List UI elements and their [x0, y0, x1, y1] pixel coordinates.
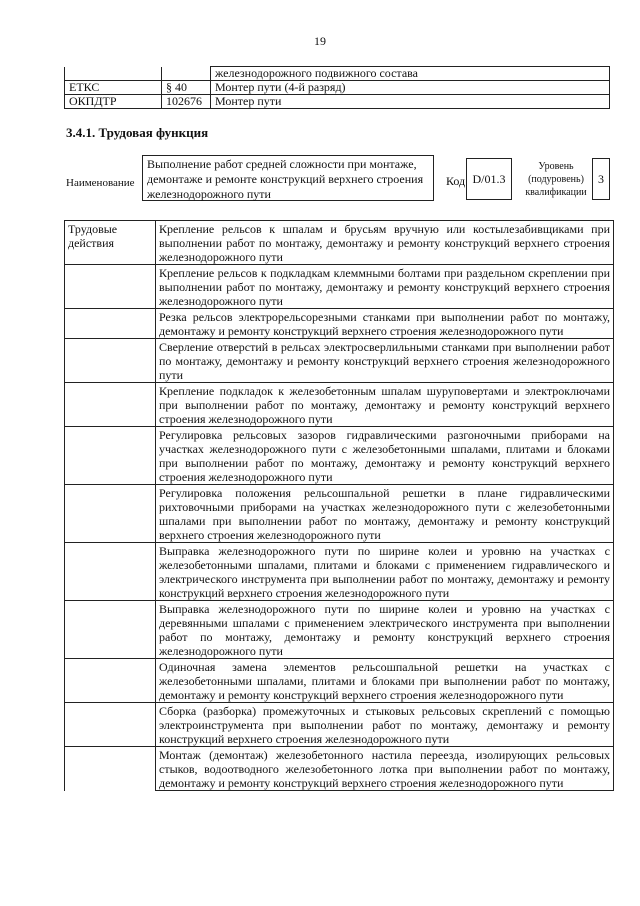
table-row — [65, 81, 610, 95]
labor-action-text: Выправка железнодорожного пути по ширине колеи и уровню на участках с железобетонными шпалами, плитами и блоками с применением гидравлического и электрического инструмента при выполнении работ по монтажу, демонтажу и ремонту конструкций верхнего строения железнодорожного пути — [156, 543, 614, 601]
function-name-value: Выполнение работ средней сложности при монтаже, демонтаже и ремонте конструкций верхнего строения железнодорожного пути — [142, 155, 434, 201]
labor-action-text: Выправка железнодорожного пути по ширине колеи и уровню на участках с деревянными шпалами с применением электрического инструмента при выполнении работ по монтажу, демонтажу и ремонту конструкций верхнего строения железнодорожного пути — [156, 601, 614, 659]
label-spacer — [65, 265, 156, 309]
name-label: Наименование — [66, 177, 135, 189]
page-number: 19 — [314, 34, 326, 48]
function-code-value: D/01.3 — [466, 158, 512, 200]
label-spacer — [65, 747, 156, 791]
labor-action-text: Резка рельсов электрорельсорезными станками при выполнении работ по монтажу, демонтажу и ремонту конструкций верхнего строения железнодорожного пути — [156, 309, 614, 339]
code-cell: ЕТКС — [65, 81, 162, 95]
table-row — [65, 309, 614, 339]
labor-action-text: Регулировка положения рельсошпальной решетки в плане гидравлическими рихтовочными приборами на участках железнодорожного пути с железобетонными шпалами при выполнении работ по монтажу, демонтажу и ремонту конструкций верхнего строения железнодорожного пути — [156, 485, 614, 543]
table-row — [65, 427, 614, 485]
table-row — [65, 601, 614, 659]
labor-action-text: Одиночная замена элементов рельсошпальной решетки на участках с железобетонными шпалами, плитами и блоками при выполнении работ по монтажу, демонтажу и ремонту конструкций верхнего строения железнодорожного пути — [156, 659, 614, 703]
labor-action-text: Регулировка рельсовых зазоров гидравлическими разгоночными приборами на участках железнодорожного пути с железобетонными шпалами, плитами и блоками при выполнении работ по монтажу, демонтажу и ремонту конструкций верхнего строения железнодорожного пути — [156, 427, 614, 485]
name-cell: железнодорожного подвижного состава — [211, 67, 610, 81]
labor-action-text: Сверление отверстий в рельсах электросверлильными станками при выполнении работ по монтажу, демонтажу и ремонту конструкций верхнего строения железнодорожного пути — [156, 339, 614, 383]
number-cell: 102676 — [162, 95, 211, 109]
labor-action-text: Монтаж (демонтаж) железобетонного настила переезда, изолирующих рельсовых стыков, водоотводного железобетонного лотка при выполнении работ по монтажу, демонтажу и ремонту конструкций верхнего строения железнодорожного пути — [156, 747, 614, 791]
label-spacer — [65, 601, 156, 659]
occupation-codes-table — [64, 66, 610, 109]
table-row — [65, 485, 614, 543]
table-row — [65, 221, 614, 265]
label-spacer — [65, 309, 156, 339]
labor-action-text: Крепление рельсов к шпалам и брусьям вручную или костылезабивщиками при выполнении работ по монтажу, демонтажу и ремонту конструкций верхнего строения железнодорожного пути — [156, 221, 614, 265]
number-cell — [162, 67, 211, 81]
label-spacer — [65, 339, 156, 383]
table-row — [65, 703, 614, 747]
labor-actions-label: Трудовые действия — [65, 221, 156, 265]
table-row — [65, 747, 614, 791]
name-cell: Монтер пути — [211, 95, 610, 109]
code-cell: ОКПДТР — [65, 95, 162, 109]
labor-action-text: Крепление рельсов к подкладкам клеммными болтами при раздельном скреплении при выполнении работ по монтажу, демонтажу и ремонту конструкций верхнего строения железнодорожного пути — [156, 265, 614, 309]
label-spacer — [65, 703, 156, 747]
code-cell — [65, 67, 162, 81]
label-spacer — [65, 383, 156, 427]
table-row — [65, 383, 614, 427]
section-heading: 3.4.1. Трудовая функция — [66, 125, 209, 140]
qualification-level-label: Уровень (подуровень) квалификации — [525, 161, 587, 198]
number-cell: § 40 — [162, 81, 211, 95]
table-row — [65, 265, 614, 309]
qualification-level-value: 3 — [592, 158, 610, 200]
label-spacer — [65, 427, 156, 485]
table-row — [65, 339, 614, 383]
code-label: Код — [446, 174, 466, 188]
labor-actions-table — [64, 220, 614, 791]
name-cell: Монтер пути (4-й разряд) — [211, 81, 610, 95]
table-row — [65, 67, 610, 81]
labor-action-text: Крепление подкладок к железобетонным шпалам шуруповертами и электроключами при выполнении работ по монтажу, демонтажу и ремонту конструкций верхнего строения железнодорожного пути — [156, 383, 614, 427]
table-row — [65, 95, 610, 109]
table-row — [65, 659, 614, 703]
label-spacer — [65, 543, 156, 601]
labor-action-text: Сборка (разборка) промежуточных и стыковых рельсовых скреплений с помощью электроинструмента при выполнении работ по монтажу, демонтажу и ремонту конструкций верхнего строения железнодорожного пути — [156, 703, 614, 747]
label-spacer — [65, 485, 156, 543]
table-row — [65, 543, 614, 601]
label-spacer — [65, 659, 156, 703]
